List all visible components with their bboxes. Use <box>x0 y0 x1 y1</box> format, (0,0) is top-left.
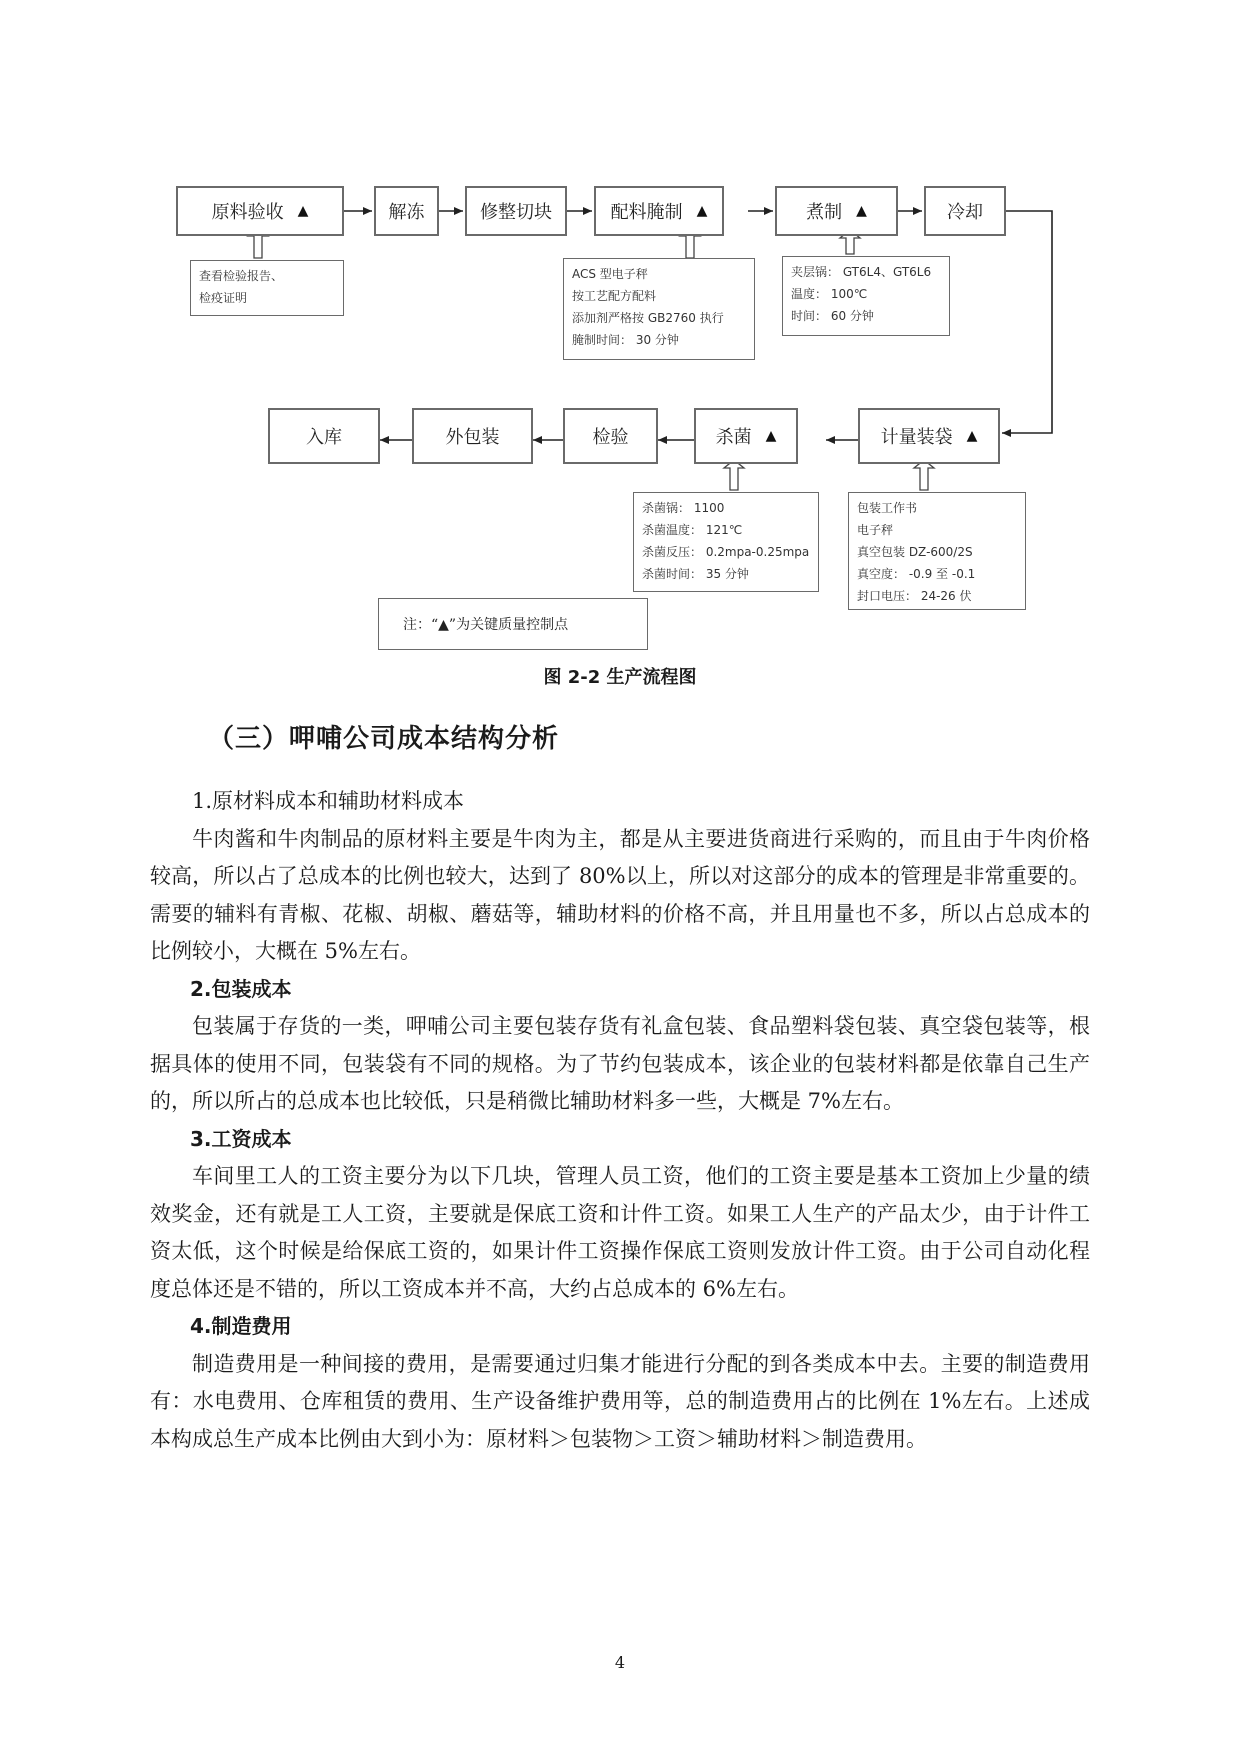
note-line: 杀菌反压： 0.2mpa-0.25mpa <box>642 545 810 559</box>
step-label: 原料验收 <box>211 202 284 223</box>
step-thaw <box>374 186 439 236</box>
note-line: 腌制时间： 30 分钟 <box>572 333 679 347</box>
step-batching-curing <box>594 186 724 236</box>
step-raw-material-receiving <box>176 186 344 236</box>
note-line: 查看检验报告、 <box>199 269 284 283</box>
step-trim-cut <box>465 186 567 236</box>
key-control-point-icon: ▲ <box>297 203 309 219</box>
key-control-point-icon: ▲ <box>696 203 708 219</box>
note-cooking <box>782 256 950 336</box>
step-label: 配料腌制 <box>610 202 683 223</box>
key-control-point-icon: ▲ <box>856 203 867 219</box>
step-inspection <box>563 408 658 464</box>
section-body <box>150 783 1090 1458</box>
note-line: 包装工作书 <box>857 501 918 515</box>
note-line: 检疫证明 <box>199 291 248 305</box>
subsection-title-raw-materials: 1.原材料成本和辅助材料成本 <box>192 789 465 813</box>
step-label: 修整切块 <box>480 202 552 223</box>
note-line: 杀菌温度： 121℃ <box>642 523 743 537</box>
figure-caption: 图 2-2 生产流程图 <box>543 667 697 688</box>
note-line: 添加剂严格按 GB2760 执行 <box>572 311 724 325</box>
flowchart-legend: 注：“▲”为关键质量控制点 <box>378 598 648 650</box>
step-label: 检验 <box>592 427 629 448</box>
step-cooling <box>924 186 1006 236</box>
key-control-point-icon: ▲ <box>765 428 777 444</box>
step-outer-packaging <box>412 408 533 464</box>
subsection-title-packaging: 2.包装成本 <box>190 976 292 1001</box>
paragraph-wages: 车间里工人的工资主要分为以下几块，管理人员工资，他们的工资主要是基本工资加上少量的绩效奖金，还有就是工人工资，主要就是保底工资和计件工资。如果工人生产的产品太少，由于计件工资太低，这个时候是给保底工资的，如果计件工资操作保底工资则发放计件工资。由于公司自动化程度总体还是不错的，所以工资成本并不高，大约占总成本的 6%左右。 <box>150 1164 1090 1301</box>
step-label: 入库 <box>306 427 342 448</box>
subsection-title-wages: 3.工资成本 <box>190 1126 292 1151</box>
step-cooking <box>775 186 898 236</box>
note-line: 杀菌时间： 35 分钟 <box>642 567 749 581</box>
note-packaging <box>848 492 1026 610</box>
subsection-title-manufacturing-overhead: 4.制造费用 <box>190 1314 292 1338</box>
step-sterilization <box>694 408 798 464</box>
note-batching <box>563 258 755 360</box>
paragraph-raw-materials: 牛肉酱和牛肉制品的原材料主要是牛肉为主，都是从主要进货商进行采购的，而且由于牛肉价格较高，所以占了总成本的比例也较大，达到了 80%以上，所以对这部分的成本的管理是非常重要的。需要的辅料有青椒、花椒、胡椒、蘑菇等，辅助材料的价格不高，并且用量也不多，所以占总成本的比例较小，大概在 5%左右。 <box>150 826 1090 963</box>
note-line: 温度： 100℃ <box>791 287 868 301</box>
note-line: 真空包装 DZ-600/2S <box>857 545 973 559</box>
note-line: 按工艺配方配料 <box>572 289 657 303</box>
step-label: 计量装袋 <box>880 427 953 448</box>
note-line: 时间： 60 分钟 <box>791 309 874 323</box>
step-warehouse <box>268 408 380 464</box>
step-label: 外包装 <box>445 427 500 448</box>
step-label: 冷却 <box>947 202 983 223</box>
note-line: 真空度： -0.9 至 -0.1 <box>857 567 976 581</box>
note-line: 夹层锅： GT6L4、GT6L6 <box>791 265 932 279</box>
section-heading: （三）呷哺公司成本结构分析 <box>208 724 560 754</box>
step-label: 煮制 <box>806 202 843 223</box>
note-receiving <box>190 260 344 316</box>
step-weigh-and-bag <box>858 408 1000 464</box>
step-label: 杀菌 <box>715 427 752 448</box>
note-sterilization <box>633 492 819 592</box>
production-flowchart <box>0 0 1240 660</box>
paragraph-manufacturing-overhead: 制造费用是一种间接的费用，是需要通过归集才能进行分配的到各类成本中去。主要的制造费用有：水电费用、仓库租赁的费用、生产设备维护费用等，总的制造费用占的比例在 1%左右。上述成本构成总生产成本比例由大到小为：原材料＞包装物＞工资＞辅助材料＞制造费用。 <box>150 1351 1090 1451</box>
note-line: 封口电压： 24-26 伏 <box>857 589 972 603</box>
key-control-point-icon: ▲ <box>966 428 978 444</box>
step-label: 解冻 <box>388 202 425 223</box>
note-line: 杀菌锅： 1100 <box>642 501 725 515</box>
paragraph-packaging: 包装属于存货的一类，呷哺公司主要包装存货有礼盒包装、食品塑料袋包装、真空袋包装等，根据具体的使用不同，包装袋有不同的规格。为了节约包装成本，该企业的包装材料都是依靠自己生产的，所以所占的总成本也比较低，只是稍微比辅助材料多一些，大概是 7%左右。 <box>150 1014 1090 1113</box>
note-line: ACS 型电子秤 <box>572 267 648 281</box>
note-line: 电子秤 <box>857 523 894 537</box>
page-number: 4 <box>614 1653 626 1672</box>
